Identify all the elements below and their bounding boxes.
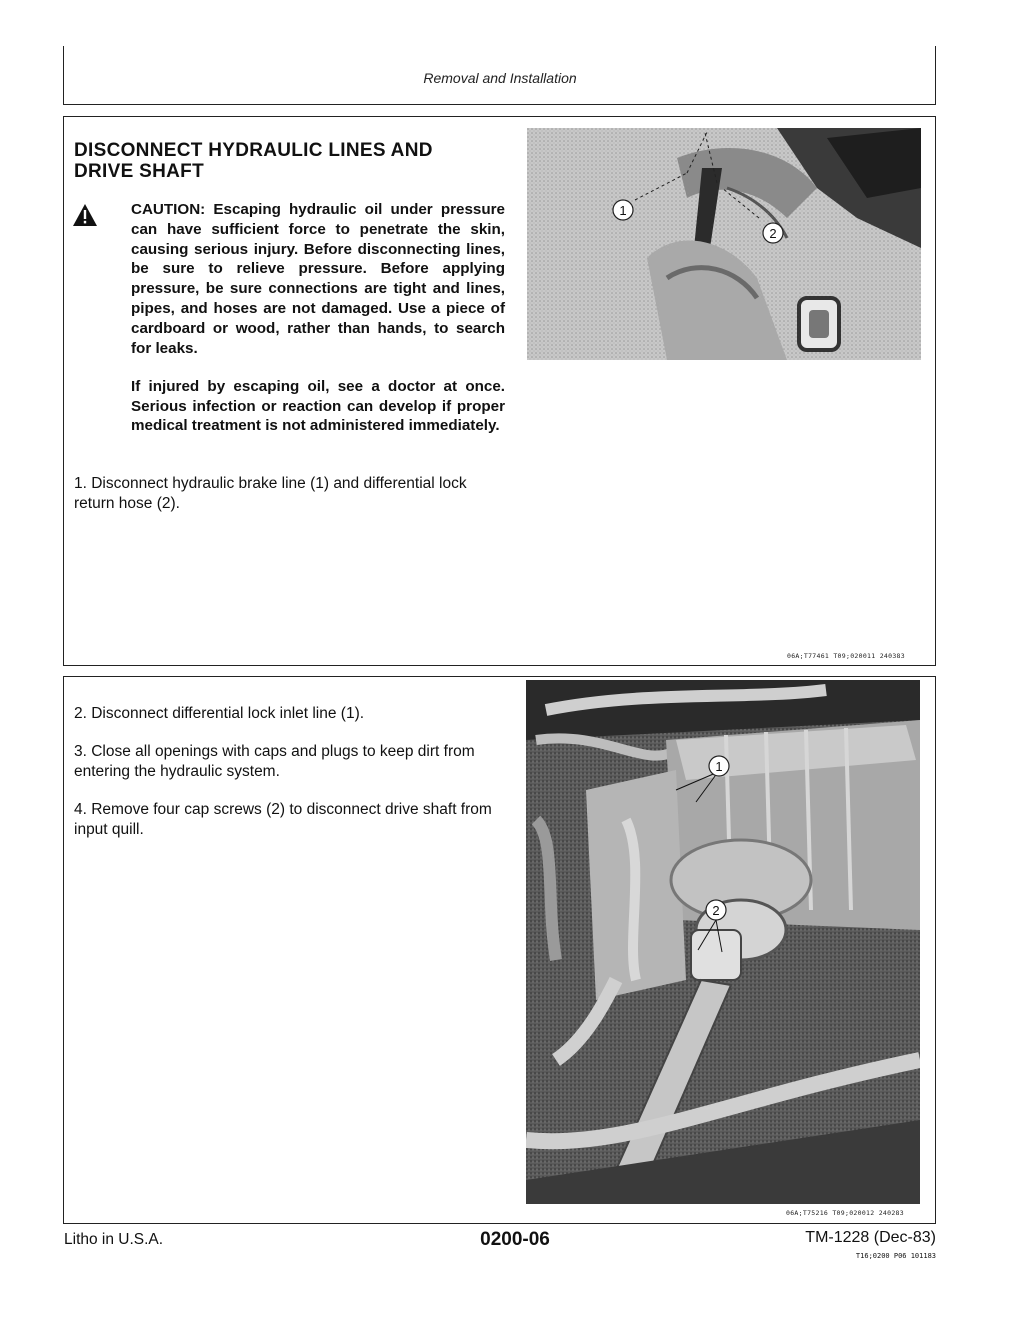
step-4-text: 4. Remove four cap screws (2) to disconnect drive shaft from input quill. (74, 801, 492, 838)
warning-triangle-icon (72, 203, 98, 227)
step-2-text: 2. Disconnect differential lock inlet line (1). (74, 705, 365, 722)
page-header-title: Removal and Installation (423, 70, 577, 86)
header-bottom-rule (63, 104, 936, 105)
footer-page-number: 0200-06 (480, 1229, 550, 1250)
photo2-callout-label-1: 1 (715, 759, 723, 774)
photo2-callout-label-2: 2 (712, 903, 720, 918)
photo-brake-line (527, 128, 921, 360)
caution-text: CAUTION: Escaping hydraulic oil under pressure can have sufficient force to penetrate the skin, causing serious injury. Before disconnecting lines, be sure to relieve pressure. Before applying pressure, be sure connections are tight and lines, pipes, and hoses are not damaged. Use a piece of cardboard or wood, rather than hands, to search for leaks. (131, 201, 505, 357)
footer-code: T16;0200 P06 101183 (855, 1252, 936, 1260)
injury-warning-text: If injured by escaping oil, see a doctor at once. Serious infection or reaction can develop if proper medical treatment is not administered immediately. (131, 378, 505, 435)
photo-1-image-code: 06A;T77461 T09;020011 240383 (787, 652, 905, 660)
section-title-line-2: DRIVE SHAFT (74, 161, 204, 182)
photo-drive-shaft (526, 680, 920, 1204)
photo-2-image-code: 06A;T75216 T09;020012 240283 (786, 1209, 904, 1217)
footer-manual-id: TM-1228 (Dec-83) (805, 1229, 936, 1246)
step-1-text: 1. Disconnect hydraulic brake line (1) and differential lock return hose (2). (74, 475, 467, 512)
footer-litho: Litho in U.S.A. (64, 1231, 164, 1248)
photo1-callout-label-2: 2 (769, 226, 777, 241)
step-3-text: 3. Close all openings with caps and plugs to keep dirt from entering the hydraulic system. (74, 743, 475, 780)
section-title (74, 140, 494, 182)
section-title-line-1: DISCONNECT HYDRAULIC LINES AND (74, 140, 433, 161)
photo1-callout-label-1: 1 (619, 203, 627, 218)
